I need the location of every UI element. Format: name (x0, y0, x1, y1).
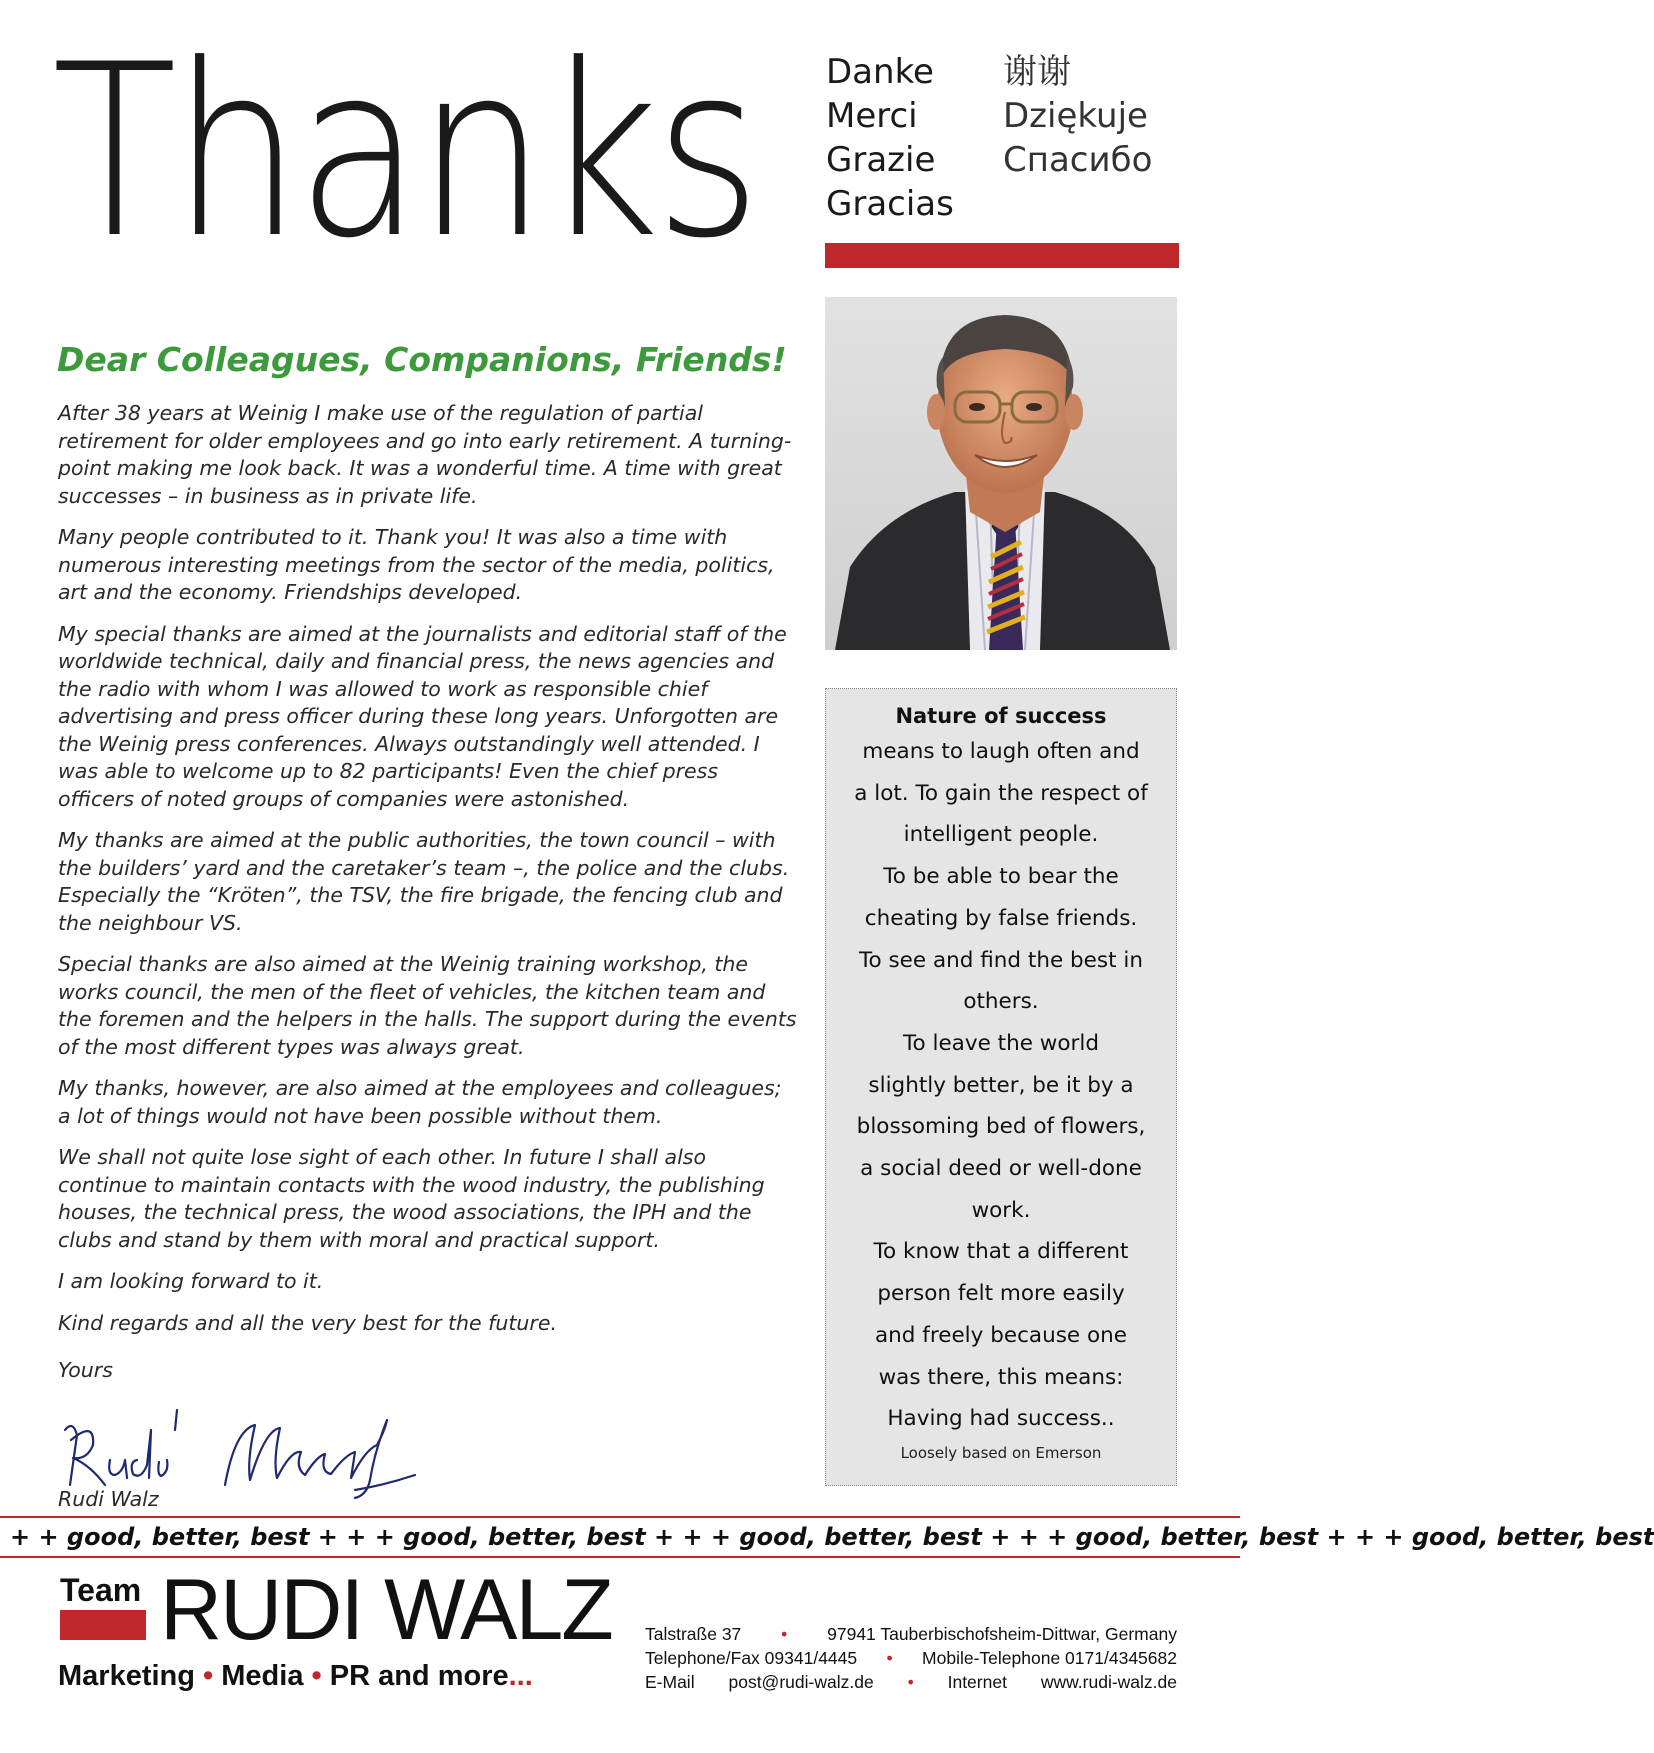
website-link[interactable]: www.rudi-walz.de (1040, 1672, 1177, 1692)
separator-dot: • (907, 1672, 914, 1692)
street: Talstraße 37 (645, 1624, 742, 1644)
quote-line: and freely because one (875, 1322, 1127, 1348)
quote-line: a social deed or well-done (860, 1156, 1142, 1182)
letter-paragraph: Kind regards and all the very best for the future. (58, 1310, 557, 1335)
quote-box (825, 688, 1177, 1486)
email-link[interactable]: post@rudi-walz.de (728, 1672, 874, 1692)
tagline-item-pr: PR and more (329, 1660, 509, 1692)
team-label: Team (60, 1572, 142, 1608)
letter-paragraph: We shall not quite lose sight of each other. In future I shall also continue to maintain contacts with the wood industry, the publishing houses, the technical press, the wood associations, the IPH and the clubs and stand by them with moral and practical support. (58, 1145, 765, 1252)
translation-chinese: 谢谢 (1003, 52, 1071, 92)
address-row (645, 1622, 1177, 1646)
quote-line: Having had success.. (887, 1406, 1115, 1432)
letter-greeting: Dear Colleagues, Companions, Friends! (57, 340, 787, 379)
separator-dot: • (311, 1660, 322, 1692)
letter-paragraph: After 38 years at Weinig I make use of the regulation of partial retirement for older employees and go into early retirement. A turning-point making me look back. It was a wonderful time. A time with great successes – in business as in private life. (58, 401, 792, 508)
brand-name: RUDI WALZ (160, 1562, 612, 1658)
quote-source: Loosely based on Emerson (900, 1443, 1102, 1462)
separator-dot: • (886, 1648, 893, 1668)
quote-line: person felt more easily (877, 1281, 1125, 1307)
contact-address (645, 1622, 1177, 1694)
letter-body (58, 400, 798, 1351)
letter-paragraph: My thanks, however, are also aimed at the employees and colleagues; a lot of things would not have been possible without them. (58, 1076, 782, 1128)
quote-title: Nature of success (895, 704, 1107, 728)
page-title: Thanks (52, 14, 757, 291)
signatory-name: Rudi Walz (58, 1487, 159, 1511)
phone-row (645, 1646, 1177, 1670)
phone: Telephone/Fax 09341/4445 (645, 1648, 858, 1668)
tagline-item-marketing: Marketing (58, 1660, 195, 1692)
letter-closing: Yours (58, 1358, 113, 1382)
header-red-bar (825, 243, 1179, 268)
email-label: E-Mail (645, 1672, 695, 1692)
team-red-block (60, 1610, 146, 1640)
quote-line: was there, this means: (878, 1364, 1124, 1390)
quote-line: To know that a different (873, 1239, 1129, 1265)
letter-paragraph: I am looking forward to it. (58, 1269, 324, 1293)
slogan-ticker (0, 1516, 1654, 1558)
letter-paragraph: My thanks are aimed at the public authorities, the town council – with the builders’ yard and the caretaker’s team –, the police and the clubs. Especially the “Kröten”, the TSV, the fire brigade, the fencing club and the neighbour VS. (58, 828, 790, 935)
quote-line: To be able to bear the (883, 864, 1119, 890)
portrait-photo (825, 297, 1177, 650)
translation-grazie: Grazie (826, 140, 936, 180)
quote-line: others. (963, 989, 1039, 1015)
translation-gracias: Gracias (826, 184, 954, 224)
tagline-item-media: Media (221, 1660, 304, 1692)
quote-line: blossoming bed of flowers, (856, 1114, 1146, 1140)
letter-paragraph: Special thanks are also aimed at the Weinig training workshop, the works council, the men of the fleet of vehicles, the kitchen team and the foremen and the helpers in the halls. The support during the events of the most different types was always great. (58, 952, 797, 1059)
quote-line: slightly better, be it by a (868, 1072, 1134, 1098)
web-row (645, 1670, 1177, 1694)
quote-line: work. (971, 1197, 1031, 1223)
separator-dot: • (781, 1624, 788, 1644)
quote-line: means to laugh often and (862, 739, 1140, 764)
tagline (58, 1660, 533, 1693)
ticker-text: + + good, better, best + + + good, better, best + + + good, better, best + + + good, better, best + + + good, better, best (10, 1523, 1654, 1551)
quote-line: a lot. To gain the respect of (854, 780, 1148, 806)
translation-danke: Danke (826, 52, 934, 92)
tagline-ellipsis: ... (508, 1660, 533, 1692)
handwritten-signature (55, 1390, 455, 1500)
translation-merci: Merci (826, 96, 918, 136)
separator-dot: • (203, 1660, 214, 1692)
letter-paragraph: Many people contributed to it. Thank you! It was also a time with numerous interesting meetings from the sector of the media, politics, art and the economy. Friendships developed. (58, 525, 775, 604)
quote-line: cheating by false friends. (864, 905, 1138, 931)
internet-label: Internet (947, 1672, 1007, 1692)
letter-paragraph: My special thanks are aimed at the journalists and editorial staff of the worldwide technical, daily and financial press, the news agencies and the radio with whom I was allowed to work as responsible chief advertising and press officer during these long years. Unforgotten are the Weinig press conferences. Always outstandingly well attended. I was able to welcome up to 82 participants! Even the chief press officers of noted groups of companies were astonished. (58, 621, 787, 811)
quote-lines (826, 731, 1176, 1440)
translations-column-1 (826, 50, 954, 226)
translations-column-2 (1003, 50, 1152, 182)
translation-polish: Dziękuje (1003, 96, 1148, 136)
quote-line: To see and find the best in (859, 947, 1143, 973)
mobile: Mobile-Telephone 0171/4345682 (922, 1648, 1177, 1668)
city: 97941 Tauberbischofsheim-Dittwar, Germany (827, 1624, 1177, 1644)
translation-russian: Спасибо (1003, 140, 1153, 180)
quote-line: To leave the world (903, 1030, 1099, 1056)
quote-line: intelligent people. (903, 822, 1099, 848)
